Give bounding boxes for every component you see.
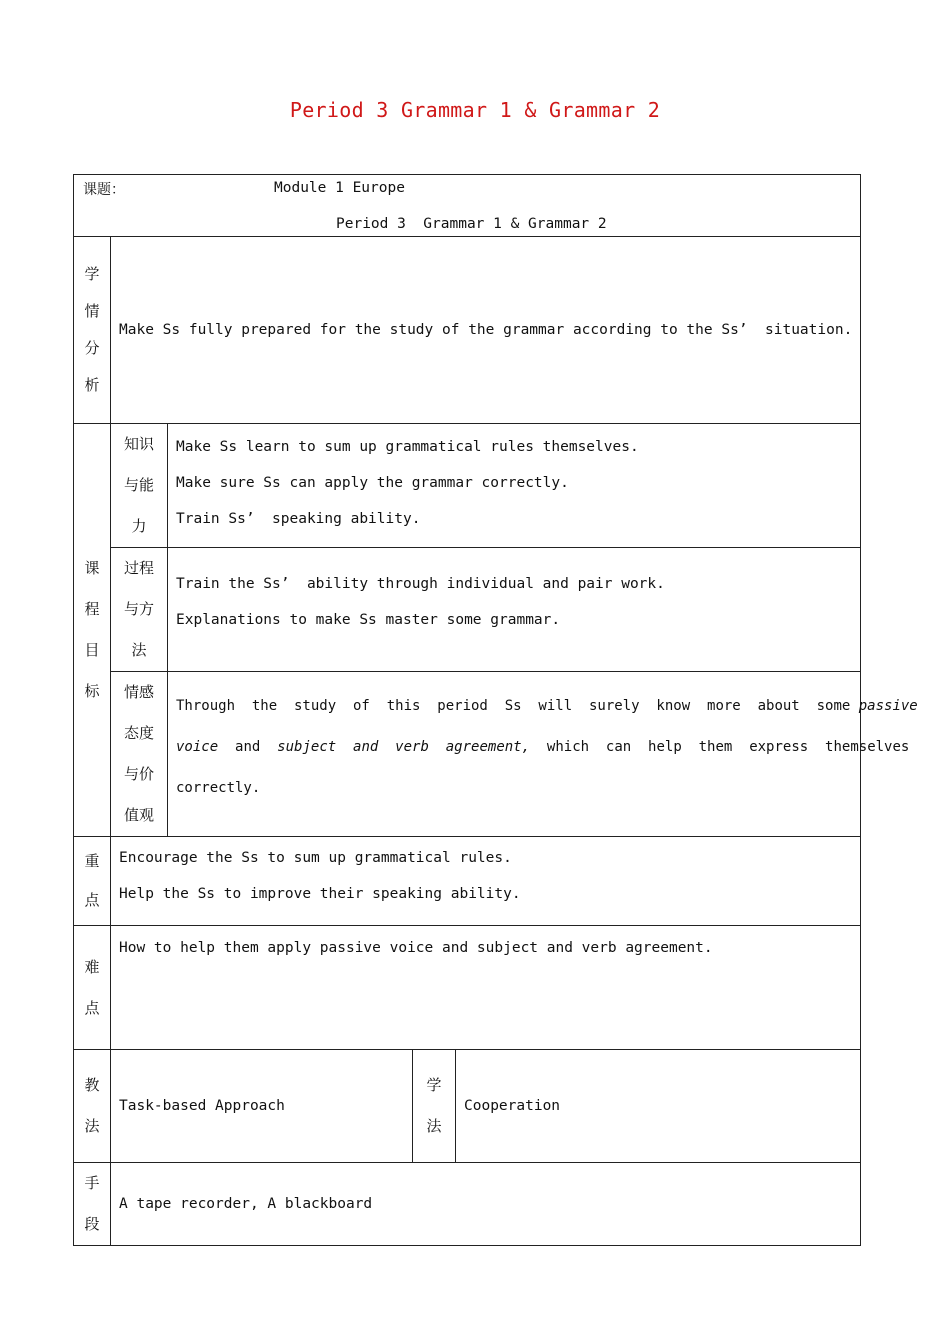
objective-emotion-row <box>74 672 861 837</box>
teaching-method-value: Task-based Approach <box>111 1050 413 1163</box>
lesson-row <box>74 175 861 237</box>
analysis-label: 学 情 分 析 <box>74 237 111 424</box>
difficulties-label: 难 点 <box>74 926 111 1050</box>
key-points-label: 重 点 <box>74 837 111 926</box>
analysis-row <box>74 237 861 424</box>
key-points-text: Encourage the Ss to sum up grammatical rules. Help the Ss to improve their speaking ability. <box>111 837 861 926</box>
page-title: Period 3 Grammar 1 & Grammar 2 <box>289 98 661 122</box>
objectives-label: 课 程 目 标 <box>74 424 111 837</box>
objective-knowledge-row <box>74 424 861 548</box>
lesson-cell <box>74 175 861 237</box>
emotion-label: 情感 态度 与价 值观 <box>111 672 168 837</box>
lesson-period: Period 3 Grammar 1 & Grammar 2 <box>336 216 607 232</box>
knowledge-label: 知识 与能 力 <box>111 424 168 548</box>
difficulties-text: How to help them apply passive voice and subject and verb agreement. <box>111 926 861 1050</box>
difficulties-row <box>74 926 861 1050</box>
process-label: 过程 与方 法 <box>111 548 168 672</box>
tools-value: A tape recorder, A blackboard <box>111 1163 861 1246</box>
key-points-row <box>74 837 861 926</box>
emotion-text: Through the study of this period Ss will surely know more about some passive voice and subject and verb agreement, which can help them express themselves correctly. <box>168 672 861 837</box>
tools-label: 手 段 <box>74 1163 111 1246</box>
lesson-label: 课题： <box>83 182 125 198</box>
objective-process-row <box>74 548 861 672</box>
analysis-text: Make Ss fully prepared for the study of the grammar according to the Ss’ situation. <box>111 237 861 424</box>
knowledge-text: Make Ss learn to sum up grammatical rules themselves. Make sure Ss can apply the grammar correctly. Train Ss’ speaking ability. <box>168 424 861 548</box>
methods-row <box>74 1050 861 1163</box>
learning-method-value: Cooperation <box>456 1050 861 1163</box>
lesson-plan-table <box>73 174 918 1246</box>
process-text: Train the Ss’ ability through individual and pair work. Explanations to make Ss master some grammar. <box>168 548 861 672</box>
lesson-module: Module 1 Europe <box>274 180 405 196</box>
teaching-method-label: 教 法 <box>74 1050 111 1163</box>
learning-method-label: 学 法 <box>413 1050 456 1163</box>
tools-row <box>74 1163 861 1246</box>
